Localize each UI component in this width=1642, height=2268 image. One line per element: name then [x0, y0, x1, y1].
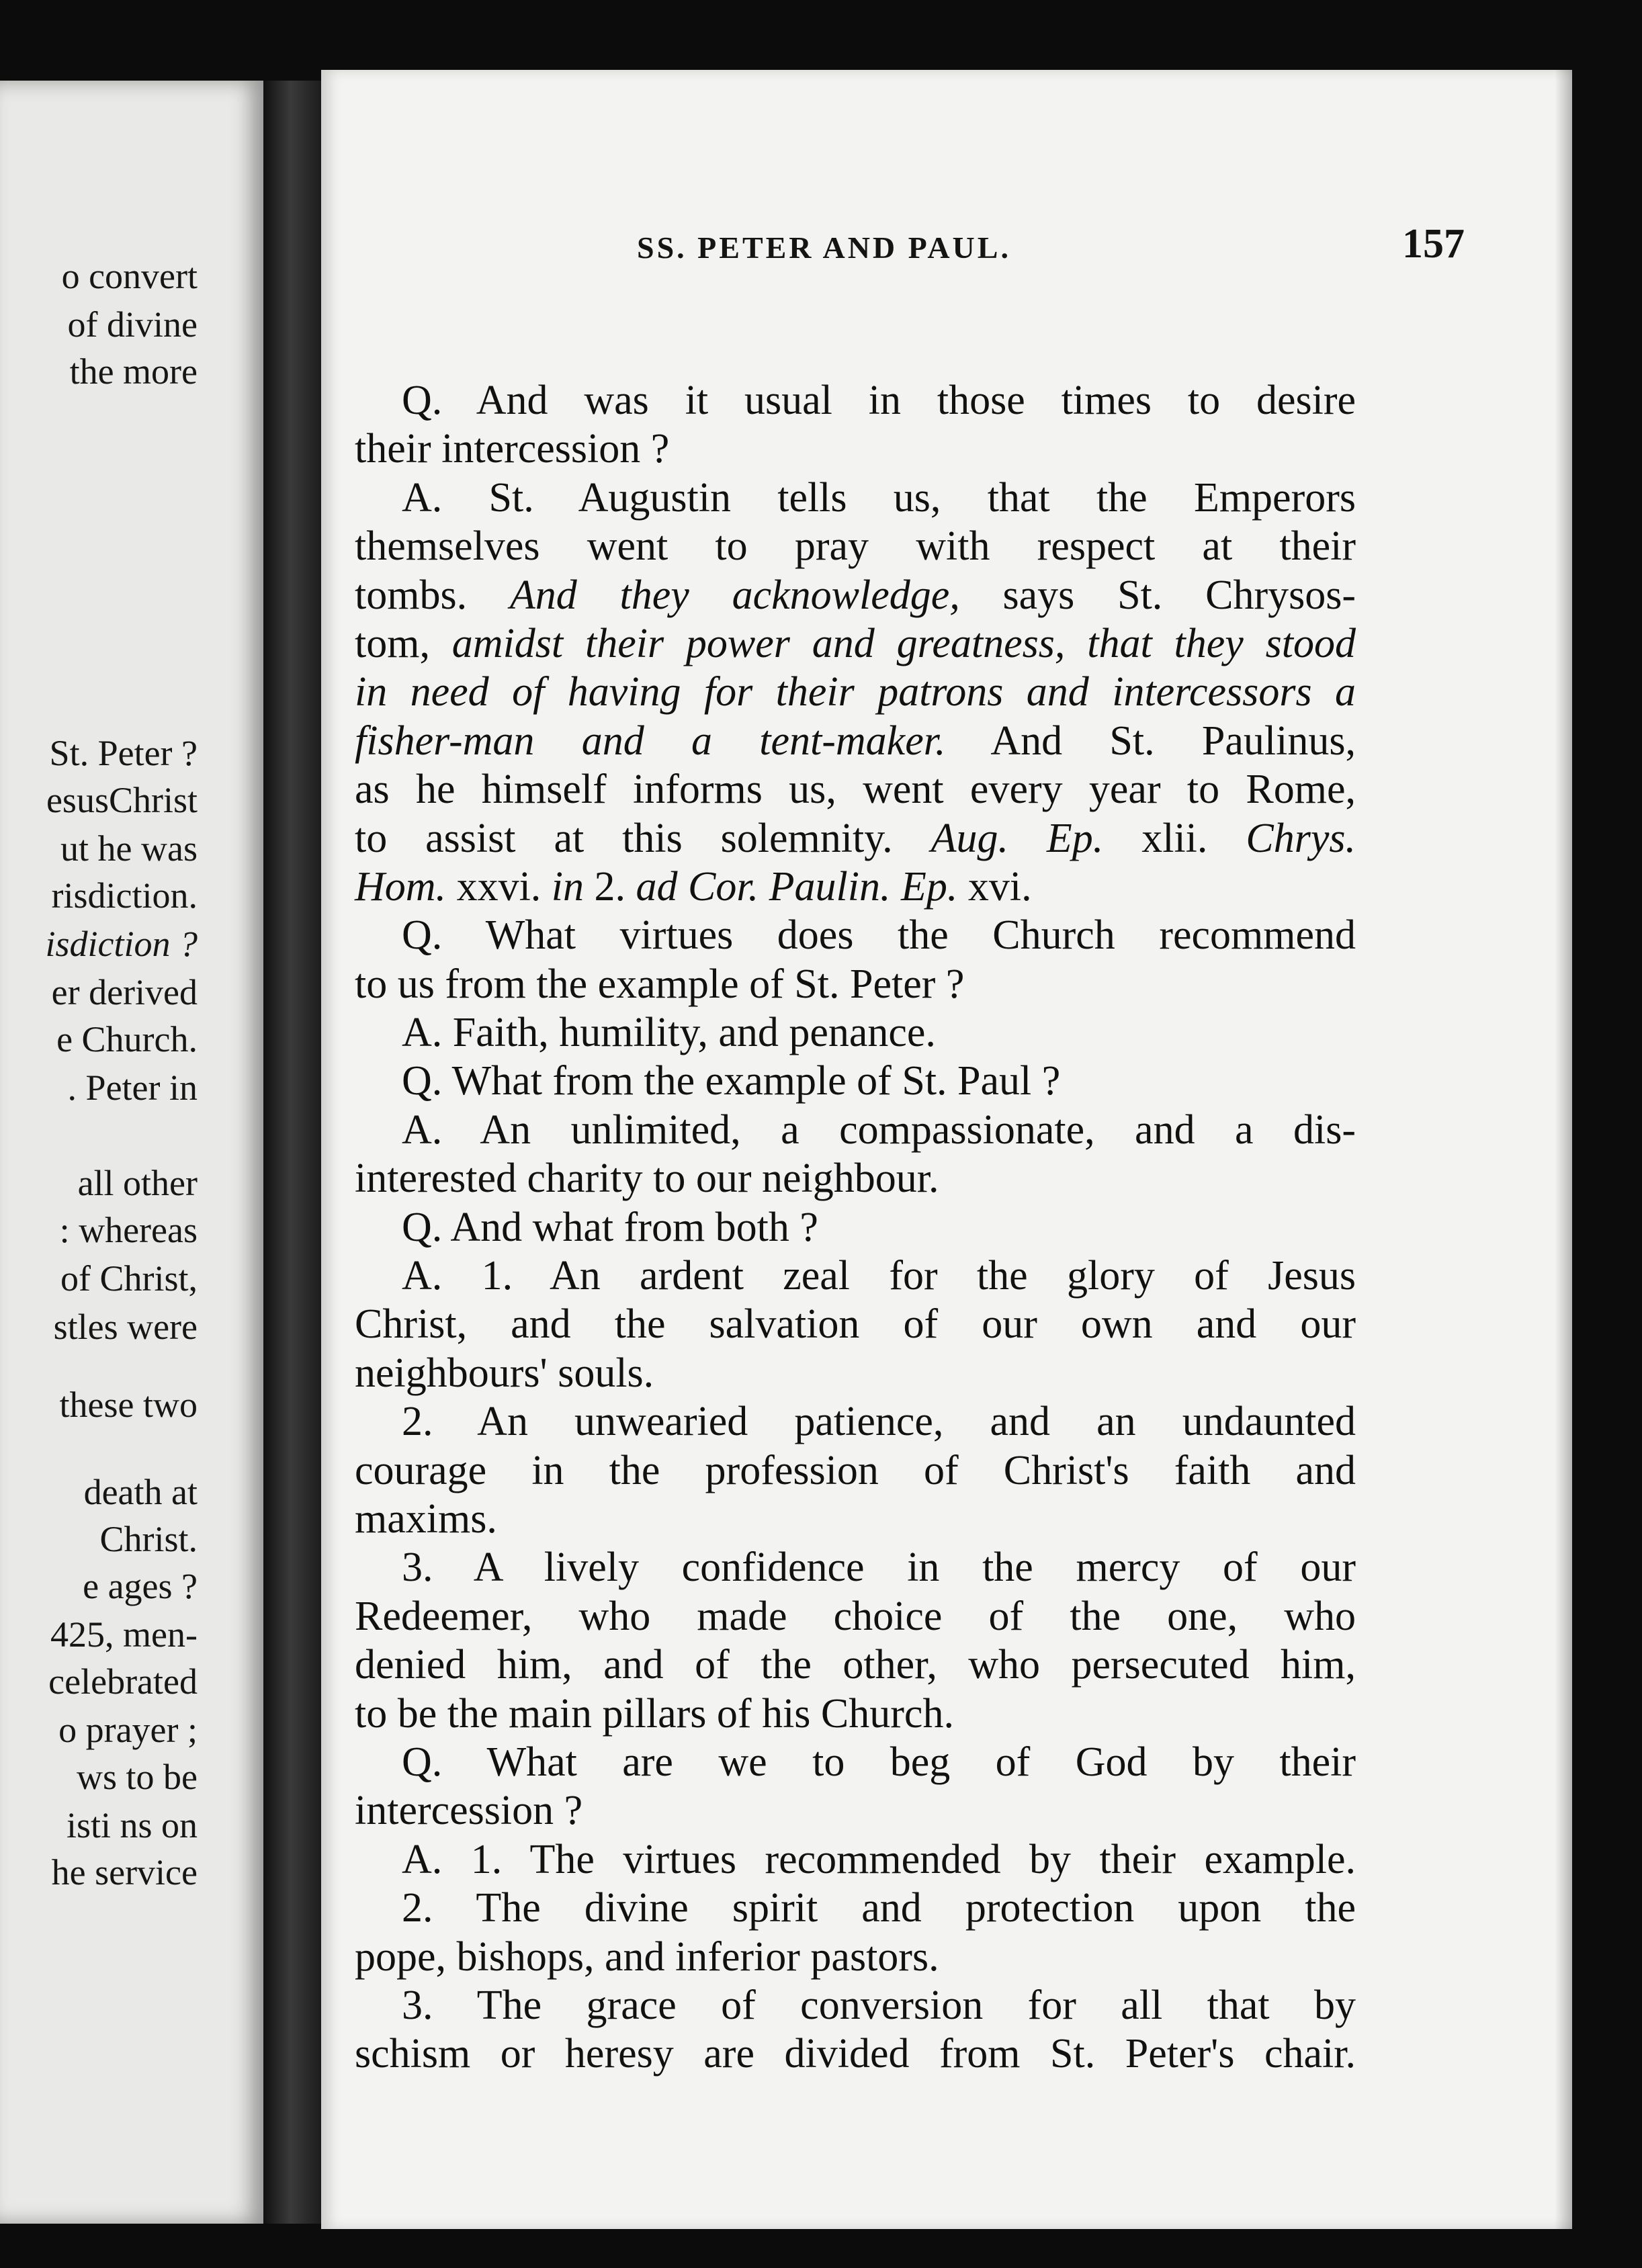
right-page	[321, 70, 1572, 2229]
text-line: to be the main pillars of his Church.	[355, 1690, 954, 1737]
facing-page-fragment: St. Peter ?	[49, 733, 198, 773]
text-line: Q. What are we to beg of God by their	[402, 1739, 1356, 1785]
text-line: intercession ?	[355, 1788, 583, 1834]
text-run: Hom.	[355, 863, 447, 910]
text-run: tombs.	[355, 572, 510, 618]
facing-page-fragment: Christ.	[99, 1519, 198, 1559]
body-text	[355, 376, 1356, 2079]
text-line: Q. What virtues does the Church recommend	[402, 912, 1356, 959]
text-line	[355, 863, 1356, 911]
text-line: denied him, and of the other, who persecuted him,	[355, 1642, 1356, 1688]
facing-page-fragment: of divine	[67, 304, 198, 345]
text-run: Chrys.	[1246, 815, 1356, 861]
facing-page-fragment: . Peter in	[67, 1067, 198, 1108]
facing-page-fragment: 425, men-	[50, 1614, 198, 1655]
text-line: 2. The divine spirit and protection upon the	[402, 1885, 1356, 1931]
text-line: schism or heresy are divided from St. Peter's chair.	[355, 2031, 1356, 2077]
text-line: A. 1. The virtues recommended by their example.	[402, 1836, 1356, 1882]
text-line: A. St. Augustin tells us, that the Emperors	[402, 474, 1356, 521]
text-run: xlii.	[1103, 815, 1246, 861]
text-run: to assist at this solemnity.	[355, 815, 931, 861]
facing-page-fragment: o convert	[61, 256, 198, 296]
facing-page-fragment: isti ns on	[66, 1805, 198, 1845]
text-line: pope, bishops, and inferior pastors.	[355, 1933, 939, 1980]
text-line: courage in the profession of Christ's faith and	[355, 1447, 1356, 1493]
facing-page-fragment: ws to be	[77, 1757, 198, 1797]
text-line: 2. An unwearied patience, and an undaunted	[402, 1399, 1356, 1445]
facing-page-fragment: esusChrist	[46, 780, 198, 820]
facing-page-fragment: er derived	[51, 972, 198, 1012]
text-run: says St. Chrysos-	[959, 572, 1356, 618]
text-line: to us from the example of St. Peter ?	[355, 961, 965, 1007]
text-run: amidst their power and greatness, that they stood	[451, 620, 1356, 666]
text-line: their intercession ?	[355, 426, 670, 472]
facing-page-fragment: the more	[69, 351, 198, 392]
facing-page-fragment: e Church.	[56, 1019, 198, 1059]
text-run: ad Cor. Paulin. Ep.	[636, 863, 958, 910]
text-run: xxvi.	[446, 863, 552, 910]
left-facing-page	[0, 81, 263, 2224]
facing-page-fragment: : whereas	[59, 1210, 198, 1250]
text-run: Aug. Ep.	[931, 815, 1104, 861]
text-line	[355, 668, 1356, 716]
facing-page-fragment: of Christ,	[60, 1258, 198, 1299]
facing-page-fragment: he service	[51, 1852, 198, 1892]
running-head: SS. PETER AND PAUL.	[637, 230, 1011, 265]
text-line	[355, 814, 1356, 863]
facing-page-fragment: ut he was	[60, 828, 198, 869]
page-edge-shadow	[1555, 70, 1572, 2229]
facing-page-fragment: these two	[59, 1385, 198, 1425]
text-run: in	[551, 863, 585, 910]
text-run: xvi.	[957, 863, 1032, 910]
text-run: in need of having for their patrons and intercessors a	[355, 669, 1356, 715]
text-line: themselves went to pray with respect at their	[355, 523, 1356, 570]
text-line: A. An unlimited, a compassionate, and a dis-	[402, 1106, 1356, 1153]
text-line: 3. A lively confidence in the mercy of our	[402, 1544, 1356, 1591]
text-line: maxims.	[355, 1495, 497, 1542]
text-run: fisher-man and a tent-maker.	[355, 717, 946, 764]
facing-page-fragment: risdiction.	[51, 875, 198, 916]
text-line: A. Faith, humility, and penance.	[402, 1010, 936, 1056]
text-line: Q. And was it usual in those times to desire	[402, 378, 1356, 423]
text-line: interested charity to our neighbour.	[355, 1155, 939, 1202]
book-gutter	[263, 81, 324, 2224]
text-run: And St. Paulinus,	[945, 717, 1356, 764]
facing-page-fragment: celebrated	[48, 1661, 198, 1702]
facing-page-fragment: isdiction ?	[45, 924, 198, 964]
text-line: Christ, and the salvation of our own and our	[355, 1301, 1356, 1348]
text-line: Q. What from the example of St. Paul ?	[402, 1058, 1061, 1104]
text-line	[355, 619, 1356, 668]
facing-page-fragment: e ages ?	[83, 1566, 198, 1606]
text-run: tom,	[355, 620, 452, 666]
page-number: 157	[1402, 221, 1465, 267]
text-line	[355, 571, 1356, 619]
text-line: A. 1. An ardent zeal for the glory of Jesus	[402, 1253, 1356, 1299]
text-line: as he himself informs us, went every year to Rome,	[355, 767, 1356, 813]
facing-page-fragment: stles were	[53, 1307, 198, 1347]
facing-page-fragment: death at	[83, 1472, 198, 1512]
facing-page-fragment: o prayer ;	[58, 1710, 198, 1750]
text-line: 3. The grace of conversion for all that by	[402, 1982, 1356, 2028]
text-run: And they acknowledge,	[509, 572, 960, 618]
text-line: Redeemer, who made choice of the one, who	[355, 1593, 1356, 1639]
text-line: neighbours' souls.	[355, 1350, 654, 1396]
facing-page-fragment: all other	[77, 1163, 198, 1203]
text-line: Q. And what from both ?	[402, 1204, 818, 1250]
text-run: 2.	[584, 863, 636, 910]
text-line	[355, 717, 1356, 765]
